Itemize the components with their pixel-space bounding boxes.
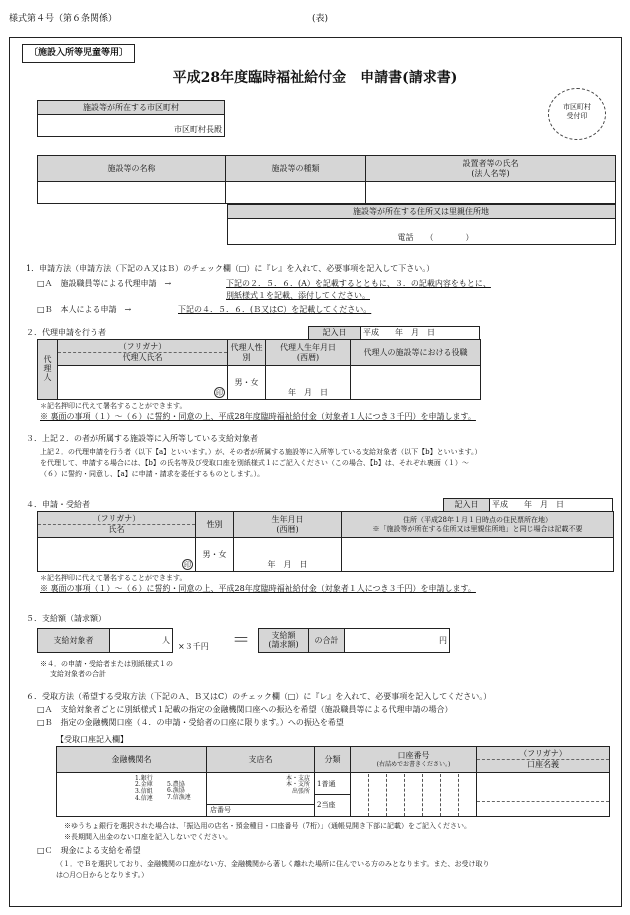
applicant-birth-header: 生年月日 (西暦) [234,512,342,538]
option-6a-checkbox[interactable]: □Ａ 支給対象者ごとに別紙様式１記載の指定の金融機関口座への振込を希望（施設職員等による代理申請の場合） [37,705,453,714]
account-table [56,746,610,817]
target-count-label: 支給対象者 [38,629,110,653]
option-6b-checkbox[interactable]: □Ｂ 指定の金融機関口座（４．の申請・受給者の口座に限ります。）への振込を希望 [37,718,344,727]
facility-table [37,155,616,245]
seal-icon: 印 [216,389,223,397]
facility-address-header: 施設等が所在する住所又は里親住所地 [227,205,615,219]
agent-role-header: 代理人の施設等における役職 [351,340,481,366]
amount-input[interactable]: 円 [345,629,450,653]
applicant-address-input[interactable] [342,538,614,572]
phone-label: 電話 [397,233,414,242]
form-number: 様式第４号（第６条関係） [9,14,118,24]
target-count-input[interactable]: 人 [110,629,173,653]
section4-heading: ４．申請・受給者 [26,500,90,509]
branch-types: 本・支店 本・支所 出張所 [285,774,310,796]
s4-note-1: ＊記名押印に代えて署名することができます。 [40,574,187,582]
front-side-label: (表) [312,14,329,24]
bank-name-header: 金融機関名 [57,747,207,773]
option-1a-checkbox[interactable]: □Ａ 施設職員等による代理申請 → [37,279,172,288]
amount-total-label: の合計 [309,629,345,653]
s2-entry-date-label: 記入日 [309,327,361,340]
section3-heading: ３．上記２．の者が所属する施設等に入所等している支給対象者 [26,434,258,443]
category-label: 〔施設入所等児童等用〕 [22,44,135,63]
founder-header: 設置者等の氏名 (法人名等) [366,156,616,182]
target-count-box [37,628,173,653]
option-1b-text: 下記の４．５．６．(Ｂ又はC）を記載してください。 [178,305,372,314]
s2-note-1: ＊記名押印に代えて署名することができます。 [40,402,187,410]
s6-note-1: ※ゆうちょ銀行を選択された場合は、「振込用の店名・預金種目・口座番号（7桁）」（通帳見開き下部に記載）をご記入ください。 [64,822,471,830]
reception-stamp [548,88,606,140]
agent-side-label: 代理人 [38,340,58,400]
branch-name-input[interactable] [207,773,315,817]
bank-types-1: 1.銀行 2.金庫 3.信組 4.信連 [135,774,153,803]
account-number-input[interactable] [351,773,477,817]
s3-line-1: 上記２．の代理申請を行う者（以下【a】といいます。）が、その者が所属する施設等に入所等している支給対象者（以下【b】といいます。） [40,448,482,456]
account-heading: 【受取口座記入欄】 [56,735,128,744]
applicant-address-header: 住所（平成28年１月１日時点の住民票所在地） ※「施設等が所在する住所又は里親住所地」と同じ場合は記載不要 [342,512,614,538]
stamp-line-2: 受付印 [566,111,588,120]
s3-line-2: を代理して、申請する場合には、【b】の氏名等及び受取口座を別紙様式１にご記入ください（この場合、【b】は、それぞれ裏面（１）～ [40,459,469,467]
amount-box [258,628,450,653]
applicant-name-header: （フリガナ） 氏名 [38,512,196,538]
s6-note-2: ※長期間入出金のない口座を記入しないでください。 [64,833,232,841]
bank-types-2: 5.農協 6.漁協 7.信漁連 [167,780,191,802]
facility-name-input[interactable] [38,182,226,204]
s2-note-2: ※ 裏面の事項（１）～（６）に誓約・同意の上、平成28年度臨時福祉給付金（対象者１人につき３千円）を申請します。 [40,412,476,421]
branch-name-header: 支店名 [207,747,315,773]
agent-birth-header: 代理人生年月日 (西暦) [266,340,351,366]
applicant-table [37,511,614,572]
s4-entry-date-input[interactable]: 平成 年 月 日 [490,499,613,512]
s4-note-2: ※ 裏面の事項（１）～（６）に誓約・同意の上、平成28年度臨時福祉給付金（対象者１人につき３千円）を申請します。 [40,584,476,593]
founder-input[interactable] [366,182,616,204]
mayor-label: 市区町村長殿 [174,125,222,134]
applicant-name-input[interactable] [38,538,196,572]
agent-gender-select[interactable]: 男・女 [228,366,266,400]
s4-entry-date [443,498,613,512]
option-1b-checkbox[interactable]: □Ｂ 本人による申請 → [37,305,132,314]
page-title: 平成28年度臨時福祉給付金 申請書(請求書) [172,70,458,86]
account-type-header: 分類 [315,747,351,773]
agent-table [37,339,481,400]
s5-note-1: ※４．の申請・受給者または別紙様式１の [40,660,173,668]
s5-note-2: 支給対象者の合計 [50,670,106,678]
s2-entry-date [308,326,480,340]
option-6c-checkbox[interactable]: □Ｃ 現金による支給を希望 [37,846,141,855]
agent-name-header: （フリガナ） 代理人氏名 [58,340,228,366]
account-holder-header: （フリガナ） 口座名義 [477,747,610,773]
section5-heading: ５．支給額（請求額） [26,614,106,623]
seal-icon: 印 [184,561,191,569]
s6-c-note-1: （１．でＢを選択しており、金融機関の口座がない方、金融機関から著しく離れた場所に住んでいる方のみとなります。また、お受け取り [56,860,490,868]
applicant-birth-input[interactable]: 年 月 日 [234,538,342,572]
s4-entry-date-label: 記入日 [444,499,490,512]
branch-number-field[interactable]: 店番号 [207,804,314,815]
option-1a-text-2: 別紙様式１を記載、添付してください。 [226,291,370,300]
phone-paren: （ ） [429,233,474,242]
section6-heading: ６．受取方法（希望する受取方法（下記のＡ、Ｂ又はC）のチェック欄（□）に『レ』を入れて、必要事項を記入してください。） [26,692,492,701]
facility-type-header: 施設等の種類 [226,156,366,182]
agent-birth-input[interactable]: 年 月 日 [266,366,351,400]
s3-line-3: （６）に誓約・同意し、【a】に申請・請求を委任するものとします。）。 [40,470,265,478]
option-1a-text: 下記の２．５．６．(A）を記載するとともに、３．の記載内容をもとに、 [226,279,491,288]
account-holder-input[interactable] [477,773,610,817]
agent-name-input[interactable] [58,366,228,400]
section2-heading: ２．代理申請を行う者 [26,328,106,337]
facility-name-header: 施設等の名称 [38,156,226,182]
account-type-select[interactable]: 1普通 2当座 [315,773,351,817]
s6-c-note-2: は○月○日からとなります。） [56,871,149,879]
facility-address-box [227,204,616,245]
stamp-line-1: 市区町村 [563,103,591,111]
section1-heading: 1．申請方法（申請方法（下記のＡ又はＢ）のチェック欄（□）に『レ』を入れて、必要事項を記入して下さい。） [26,264,435,273]
municipality-box [37,100,225,137]
facility-address-input[interactable] [227,219,615,245]
bank-name-input[interactable] [57,773,207,817]
municipality-input[interactable] [38,115,225,137]
municipality-label: 施設等が所在する市区町村 [38,101,225,115]
equals-sign: ＝ [232,630,250,651]
account-number-header: 口座番号 (右詰めでお書きください。) [351,747,477,773]
applicant-gender-select[interactable]: 男・女 [196,538,234,572]
amount-label: 支給額 (請求額) [259,629,309,653]
s2-entry-date-input[interactable]: 平成 年 月 日 [361,327,480,340]
agent-gender-header: 代理人性別 [228,340,266,366]
multiplier-label: ×３千円 [178,642,209,651]
agent-role-input[interactable] [351,366,481,400]
applicant-gender-header: 性別 [196,512,234,538]
facility-type-input[interactable] [226,182,366,204]
